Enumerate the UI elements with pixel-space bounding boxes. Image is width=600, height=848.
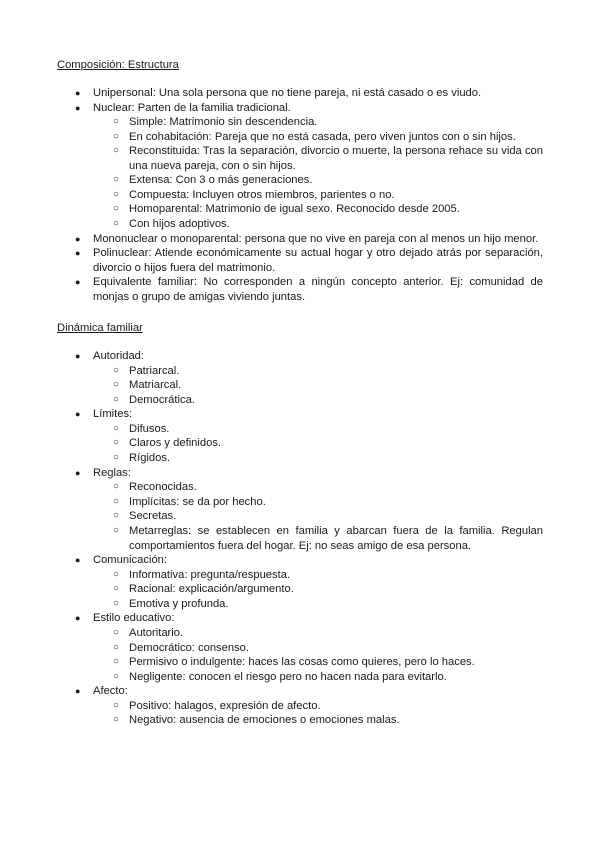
list-item-unipersonal: Unipersonal: Una sola persona que no tiene pareja, ni está casado o es viudo. xyxy=(93,87,482,99)
circle-bullet-icon: ○ xyxy=(113,598,120,609)
list-item-afecto: Afecto: xyxy=(93,685,128,697)
sub-item: Informativa: pregunta/respuesta. xyxy=(129,569,291,581)
sub-item: Rígidos. xyxy=(129,452,171,464)
sub-item-reconstituida: Reconstituida: Tras la separación, divorcio o muerte, la persona rehace su vida con una nueva pareja, con o sin hijos. xyxy=(129,145,543,172)
sub-item: Claros y definidos. xyxy=(129,437,222,449)
sub-item-compuesta: Compuesta: Incluyen otros miembros, parientes o no. xyxy=(129,189,395,201)
list-item-comunicacion: Comunicación: xyxy=(93,554,167,566)
bullet-icon: ● xyxy=(75,613,81,623)
sub-item: Secretas. xyxy=(129,510,177,522)
list-item-reglas: Reglas: xyxy=(93,467,131,479)
circle-bullet-icon: ○ xyxy=(113,481,120,492)
sub-item: Implícitas: se da por hecho. xyxy=(129,496,266,508)
circle-bullet-icon: ○ xyxy=(113,203,120,214)
list-item-equivalente: Equivalente familiar: No corresponden a ningún concepto anterior. Ej: comunidad de monjas o grupo de amigas viviendo juntas. xyxy=(93,276,543,303)
circle-bullet-icon: ○ xyxy=(113,379,120,390)
circle-bullet-icon: ○ xyxy=(113,700,120,711)
sub-item-cohabitacion: En cohabitación: Pareja que no está casada, pero viven juntos con o sin hijos. xyxy=(129,131,516,143)
circle-bullet-icon: ○ xyxy=(113,496,120,507)
circle-bullet-icon: ○ xyxy=(113,174,120,185)
sub-item: Reconocidas. xyxy=(129,481,197,493)
bullet-icon: ● xyxy=(75,277,81,287)
sub-item: Difusos. xyxy=(129,423,170,435)
bullet-icon: ● xyxy=(75,351,81,361)
sub-item: Matriarcal. xyxy=(129,379,182,391)
sub-item: Democrática. xyxy=(129,394,195,406)
circle-bullet-icon: ○ xyxy=(113,437,120,448)
bullet-icon: ● xyxy=(75,88,81,98)
list-item-nuclear: Nuclear: Parten de la familia tradicional. xyxy=(93,102,291,114)
circle-bullet-icon: ○ xyxy=(113,365,120,376)
sub-item-adoptivos: Con hijos adoptivos. xyxy=(129,218,230,230)
sub-item: Autoritario. xyxy=(129,627,184,639)
circle-bullet-icon: ○ xyxy=(113,116,120,127)
sub-item: Negligente: conocen el riesgo pero no hacen nada para evitarlo. xyxy=(129,671,447,683)
circle-bullet-icon: ○ xyxy=(113,583,120,594)
list-item-polinuclear: Polinuclear: Atiende económicamente su actual hogar y otro dejado atrás por separación, divorcio o hijos fuera del matrimonio. xyxy=(93,247,543,274)
sub-item-homoparental: Homoparental: Matrimonio de igual sexo. Reconocido desde 2005. xyxy=(129,203,460,215)
circle-bullet-icon: ○ xyxy=(113,510,120,521)
list-item-mononuclear: Mononuclear o monoparental: persona que no vive en pareja con al menos un hijo menor. xyxy=(93,233,539,245)
bullet-icon: ● xyxy=(75,248,81,258)
circle-bullet-icon: ○ xyxy=(113,714,120,725)
sub-item-extensa: Extensa: Con 3 o más generaciones. xyxy=(129,174,313,186)
circle-bullet-icon: ○ xyxy=(113,452,120,463)
bullet-icon: ● xyxy=(75,468,81,478)
circle-bullet-icon: ○ xyxy=(113,569,120,580)
circle-bullet-icon: ○ xyxy=(113,218,120,229)
sub-item: Permisivo o indulgente: haces las cosas como quieres, pero lo haces. xyxy=(129,656,475,668)
circle-bullet-icon: ○ xyxy=(113,656,120,667)
sub-item: Patriarcal. xyxy=(129,365,180,377)
bullet-icon: ● xyxy=(75,234,81,244)
section-title-dinamica: Dinámica familiar xyxy=(57,322,143,334)
sub-item: Negativo: ausencia de emociones o emociones malas. xyxy=(129,714,400,726)
bullet-icon: ● xyxy=(75,686,81,696)
circle-bullet-icon: ○ xyxy=(113,394,120,405)
circle-bullet-icon: ○ xyxy=(113,525,120,536)
circle-bullet-icon: ○ xyxy=(113,671,120,682)
sub-item-simple: Simple: Matrimonio sin descendencia. xyxy=(129,116,318,128)
list-item-autoridad: Autoridad: xyxy=(93,350,144,362)
circle-bullet-icon: ○ xyxy=(113,145,120,156)
sub-item: Democrático: consenso. xyxy=(129,642,250,654)
circle-bullet-icon: ○ xyxy=(113,423,120,434)
circle-bullet-icon: ○ xyxy=(113,642,120,653)
bullet-icon: ● xyxy=(75,103,81,113)
section-title-composicion: Composición: Estructura xyxy=(57,59,179,71)
circle-bullet-icon: ○ xyxy=(113,131,120,142)
circle-bullet-icon: ○ xyxy=(113,627,120,638)
bullet-icon: ● xyxy=(75,409,81,419)
sub-item: Emotiva y profunda. xyxy=(129,598,229,610)
list-item-limites: Límites: xyxy=(93,408,133,420)
sub-item: Positivo: halagos, expresión de afecto. xyxy=(129,700,321,712)
sub-item: Racional: explicación/argumento. xyxy=(129,583,294,595)
bullet-icon: ● xyxy=(75,555,81,565)
sub-item-metarreglas: Metarreglas: se establecen en familia y abarcan fuera de la familia. Regulan comportamientos fuera del hogar. Ej: no seas amigo de esa persona. xyxy=(129,525,543,552)
circle-bullet-icon: ○ xyxy=(113,189,120,200)
list-item-estilo-educativo: Estilo educativo: xyxy=(93,612,175,624)
